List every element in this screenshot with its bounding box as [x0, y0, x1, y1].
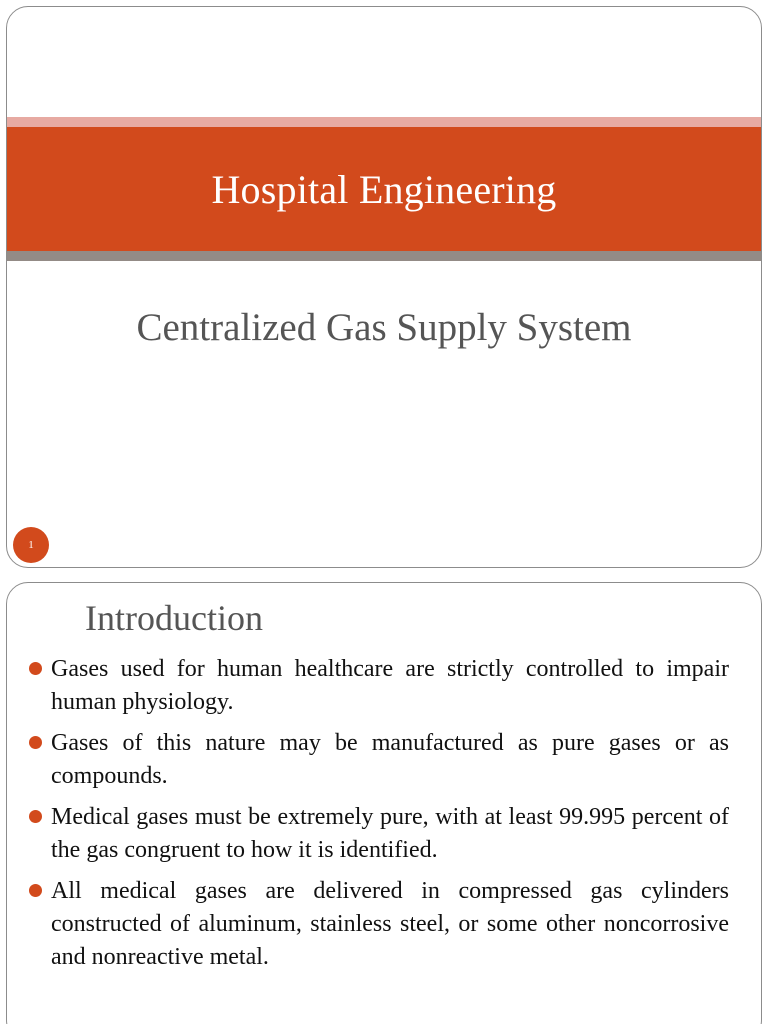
bullet-item [29, 727, 729, 793]
bullet-dot-icon [29, 884, 42, 897]
slide-number: 1 [28, 539, 34, 551]
bullet-text: Gases used for human healthcare are strictly controlled to impair human physiology. [51, 656, 729, 715]
slide-title: Hospital Engineering [211, 166, 557, 212]
title-band-bottom-strip [7, 251, 761, 261]
slide-2 [6, 582, 762, 1024]
bullet-dot-icon [29, 662, 42, 675]
title-band-top-strip [7, 117, 761, 127]
bullet-item [29, 653, 729, 719]
bullet-item [29, 801, 729, 867]
bullet-text: Medical gases must be extremely pure, with at least 99.995 percent of the gas congruent to how it is identified. [51, 804, 729, 863]
bullet-text: Gases of this nature may be manufactured as pure gases or as compounds. [51, 730, 729, 789]
bullet-dot-icon [29, 810, 42, 823]
section-heading: Introduction [85, 598, 263, 638]
bullet-list [29, 653, 729, 982]
slide-subtitle: Centralized Gas Supply System [136, 306, 632, 349]
title-band [7, 127, 761, 251]
bullet-item [29, 875, 729, 974]
slide-number-badge [13, 527, 49, 563]
slide-1 [6, 6, 762, 568]
bullet-dot-icon [29, 736, 42, 749]
bullet-text: All medical gases are delivered in compressed gas cylinders constructed of aluminum, stainless steel, or some other noncorrosive and nonreactive metal. [51, 878, 729, 970]
